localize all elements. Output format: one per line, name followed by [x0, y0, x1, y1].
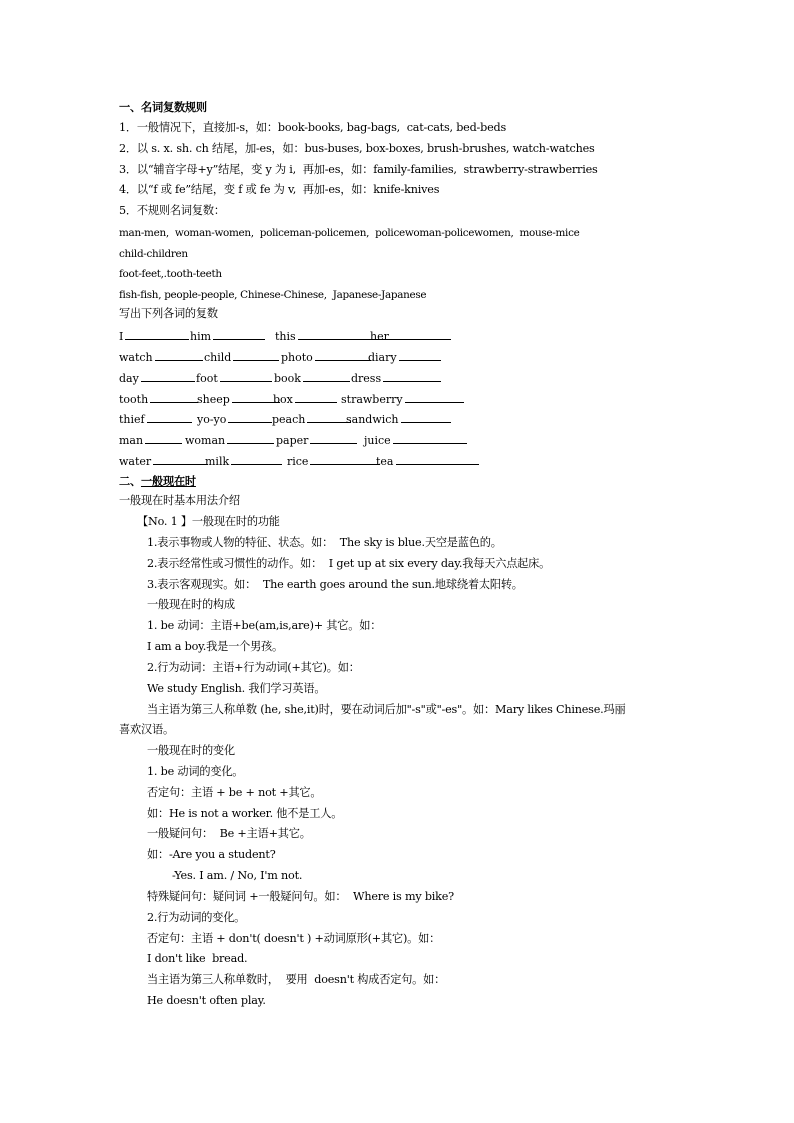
exercise-item: [204, 350, 279, 365]
exercise-item: [119, 350, 203, 365]
s2-line-1: 1.表示事物或人物的特征、状态。如： The sky is blue.天空是蓝色的。: [147, 536, 502, 549]
exercise-word: sheep: [197, 393, 230, 406]
exercise-item: [370, 329, 451, 344]
rule-5: 5．不规则名词复数：: [119, 204, 225, 217]
exercise-item: [196, 371, 272, 386]
exercise-item: [119, 433, 182, 448]
s2-line-23: He doesn't often play.: [147, 994, 266, 1007]
exercise-word: dress: [351, 372, 382, 385]
answer-blank[interactable]: [391, 329, 451, 340]
s2-line-13: 否定句：主语 + be + not +其它。: [147, 786, 322, 799]
exercise-word: juice: [364, 434, 391, 447]
answer-blank[interactable]: [153, 454, 208, 465]
exercise-word: diary: [368, 351, 397, 364]
exercise-word: thief: [119, 413, 145, 426]
exercise-word: box: [273, 393, 293, 406]
exercise-word: tea: [376, 455, 394, 468]
answer-blank[interactable]: [155, 350, 203, 361]
exercise-word: sandwich: [346, 413, 399, 426]
s2-line-19: 2.行为动词的变化。: [147, 911, 246, 924]
answer-blank[interactable]: [401, 412, 451, 423]
answer-blank[interactable]: [233, 350, 279, 361]
section2-heading: [119, 474, 196, 488]
answer-blank[interactable]: [303, 371, 350, 382]
answer-blank[interactable]: [228, 412, 272, 423]
answer-blank[interactable]: [147, 412, 192, 423]
rule-3: 3．以“辅音字母+y”结尾，变 y 为 i, 再加-es，如：family-families, strawberry-strawberries: [119, 163, 598, 176]
answer-blank[interactable]: [227, 433, 274, 444]
answer-blank[interactable]: [220, 371, 272, 382]
exercise-word: water: [119, 455, 152, 468]
answer-blank[interactable]: [141, 371, 195, 382]
exercise-item: [119, 392, 198, 407]
exercise-word: yo-yo: [197, 413, 227, 426]
answer-blank[interactable]: [125, 329, 189, 340]
answer-blank[interactable]: [405, 392, 464, 403]
exercise-item: [197, 412, 272, 427]
s2-line-11: 一般现在时的变化: [147, 744, 235, 757]
exercise-item: [119, 412, 192, 427]
exercise-word: watch: [119, 351, 153, 364]
exercise-word: man: [119, 434, 144, 447]
exercise-item: [274, 371, 350, 386]
exercise-word: him: [190, 330, 212, 343]
s2-line-20: 否定句：主语 + don't( doesn't ) +动词原形(+其它)。如：: [147, 932, 441, 945]
exercise-word: her: [370, 330, 389, 343]
exercise-word: woman: [185, 434, 226, 447]
exercise-item: [341, 392, 464, 407]
exercise-word: milk: [205, 455, 230, 468]
exercise-item: [185, 433, 274, 448]
exercise-word: paper: [276, 434, 309, 447]
exercise-item: [119, 454, 208, 469]
s2-line-8: We study English. 我们学习英语。: [147, 682, 326, 695]
s2-line-22: 当主语为第三人称单数时， 要用 doesn't 构成否定句。如：: [147, 973, 446, 986]
exercise-item: [190, 329, 265, 344]
exercise-item: [281, 350, 371, 365]
exercise-item: [119, 371, 195, 386]
answer-blank[interactable]: [150, 392, 198, 403]
s2-line-6: I am a boy.我是一个男孩。: [147, 640, 284, 653]
answer-blank[interactable]: [310, 433, 357, 444]
exercise-item: [205, 454, 282, 469]
exercise-word: tooth: [119, 393, 149, 406]
rule-4: 4．以“f 或 fe”结尾，变 f 或 fe 为 v, 再加-es，如：knife-knives: [119, 183, 440, 196]
section2-heading-main: 一般现在时: [140, 474, 196, 488]
rule-2: 2．以 s. x. sh. ch 结尾，加-es，如：bus-buses, box-boxes, brush-brushes, watch-watches: [119, 142, 595, 155]
exercise-item: [276, 433, 357, 448]
s2-line-14: 如：He is not a worker. 他不是工人。: [147, 807, 343, 820]
answer-blank[interactable]: [393, 433, 467, 444]
exercise-item: [351, 371, 441, 386]
s2-line-17: -Yes. I am. / No, I'm not.: [172, 869, 303, 882]
s2-line-2: 2.表示经常性或习惯性的动作。如： I get up at six every day.我每天六点起床。: [147, 557, 551, 570]
irregular-line-3: foot-feet,.tooth-teeth: [119, 268, 222, 280]
exercise-word: I: [119, 330, 124, 343]
s2-line-7: 2.行为动词：主语+行为动词(+其它)。如：: [147, 661, 360, 674]
rule-1: 1．一般情况下，直接加-s，如：book-books, bag-bags, cat-cats, bed-beds: [119, 121, 507, 134]
irregular-line-4: fish-fish, people-people, Chinese-Chinese, Japanese-Japanese: [119, 289, 427, 301]
exercise-word: book: [274, 372, 301, 385]
exercise-word: day: [119, 372, 139, 385]
s2-line-15: 一般疑问句： Be +主语+其它。: [147, 827, 311, 840]
answer-blank[interactable]: [399, 350, 441, 361]
s2-line-21: I don't like bread.: [147, 952, 248, 965]
answer-blank[interactable]: [213, 329, 265, 340]
s2-line-12: 1. be 动词的变化。: [147, 765, 244, 778]
section2-heading-prefix: 二、: [119, 474, 141, 488]
section1-heading: 一、名词复数规则: [119, 100, 207, 114]
answer-blank[interactable]: [383, 371, 441, 382]
s2-line-10: 喜欢汉语。: [119, 723, 174, 736]
answer-blank[interactable]: [310, 454, 380, 465]
exercise-word: peach: [272, 413, 306, 426]
s2-line-5: 1. be 动词：主语+be(am,is,are)+ 其它。如：: [147, 619, 382, 632]
exercise-item: [273, 392, 337, 407]
answer-blank[interactable]: [295, 392, 337, 403]
s2-line-18: 特殊疑问句：疑问词 +一般疑问句。如： Where is my bike?: [147, 890, 454, 903]
exercise-word: rice: [287, 455, 309, 468]
exercise-item: [346, 412, 451, 427]
exercise-item: [272, 412, 351, 427]
answer-blank[interactable]: [145, 433, 182, 444]
s2-line-9: 当主语为第三人称单数 (he, she,it)时，要在动词后加"-s"或"-es"。如：Mary likes Chinese.玛丽: [147, 703, 626, 716]
exercise-item: [197, 392, 280, 407]
answer-blank[interactable]: [396, 454, 479, 465]
exercise-item: [287, 454, 380, 469]
answer-blank[interactable]: [315, 350, 371, 361]
exercise-item: [368, 350, 441, 365]
exercise-word: foot: [196, 372, 218, 385]
exercise-word: child: [204, 351, 232, 364]
exercise-item: [119, 329, 189, 344]
exercise-word: strawberry: [341, 393, 403, 406]
s2-line-3: 3.表示客观现实。如： The earth goes around the sun.地球绕着太阳转。: [147, 578, 523, 591]
answer-blank[interactable]: [307, 412, 351, 423]
irregular-line-2: child-children: [119, 248, 188, 260]
s2-line-0: 【No. 1 】一般现在时的功能: [137, 515, 280, 528]
exercise-word: photo: [281, 351, 313, 364]
exercise-title: 写出下列各词的复数: [119, 307, 218, 320]
answer-blank[interactable]: [231, 454, 282, 465]
irregular-line-1: man-men, woman-women, policeman-policemen, policewoman-policewomen, mouse-mice: [119, 227, 580, 239]
section2-intro: 一般现在时基本用法介绍: [119, 494, 240, 507]
s2-line-4: 一般现在时的构成: [147, 598, 235, 611]
exercise-item: [376, 454, 479, 469]
exercise-item: [364, 433, 467, 448]
s2-line-16: 如：-Are you a student?: [147, 848, 276, 861]
exercise-word: this: [275, 330, 296, 343]
